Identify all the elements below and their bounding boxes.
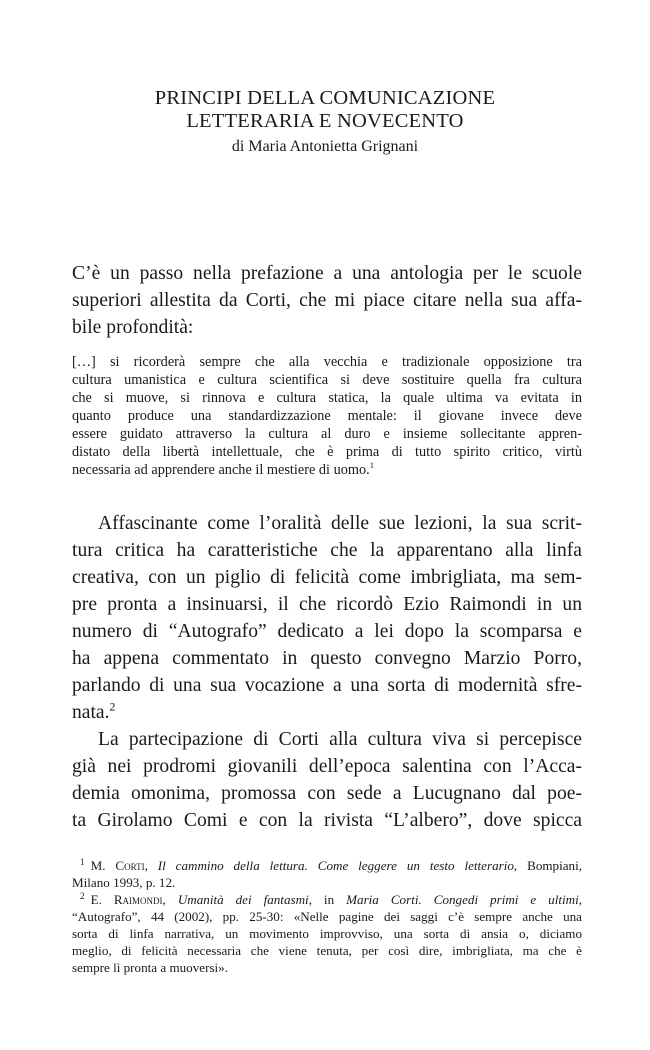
author-line: di Maria Antonietta Grignani <box>231 138 419 155</box>
body-line: ta Girolamo Comi e con la rivista “L’albero”, dove spicca <box>72 810 582 831</box>
footnote-line: “Autografo”, 44 (2002), pp. 25-30: «Nelle pagine dei saggi c’è sempre anche una <box>72 909 582 924</box>
quote-line <box>72 462 582 479</box>
quote-line: che si muove, si rinnova e cultura statica, la quale ultima va evitata in <box>72 390 582 406</box>
body-line: già nei prodromi giovanili dell’epoca salentina con l’Acca- <box>72 756 582 777</box>
footnote-book: Maria Corti. Congedi primi e ultimi <box>346 892 579 907</box>
footnote-2 <box>80 892 582 908</box>
quote-line: […] si ricorderà sempre che alla vecchia e tradizionale opposizione tra <box>72 354 582 370</box>
body-line: bile profondità: <box>72 317 194 338</box>
body-line: parlando di una sua vocazione a una sorta di modernità sfre- <box>72 675 582 696</box>
footnote-line: meglio, di felicità necessaria che viene tenuta, per così dire, imbrigliata, ma che è <box>72 943 582 958</box>
quote-line: cultura umanistica e cultura scientifica si deve sostituire quella fra cultura <box>72 372 582 388</box>
body-line: tura critica ha caratteristiche che la apparentano alla linfa <box>72 540 582 561</box>
body-line: numero di “Autografo” dedicato a lei dopo la scomparsa e <box>72 621 582 642</box>
body-line <box>72 701 582 725</box>
body-line: ha appena commentato in questo convegno Marzio Porro, <box>72 648 582 669</box>
footnote-text: , Bompiani, <box>513 858 583 873</box>
title-line-2: LETTERARIA E NOVECENTO <box>186 110 464 132</box>
quote-line: distato della libertà intellettuale, che è prima di tutto spirito critico, virtù <box>72 444 582 460</box>
title-line-1: PRINCIPI DELLA COMUNICAZIONE <box>154 87 496 109</box>
footnote-title: Umanità dei fantasmi <box>177 892 309 907</box>
footnote-author: M. Corti, <box>90 858 148 873</box>
footnote-number: 1 <box>80 856 85 867</box>
quote-line: quanto produce una standardizzazione mentale: il giovane invece deve <box>72 408 582 424</box>
body-line: C’è un passo nella prefazione a una antologia per le scuole <box>72 263 582 284</box>
body-line: La partecipazione di Corti alla cultura viva si percepisce <box>98 729 582 750</box>
footnote-line: sorta di linfa narrativa, un movimento improvviso, una sorta di ansia o, diciamo <box>72 926 582 941</box>
footnote-ref-2[interactable]: 2 <box>109 700 116 714</box>
footnote-line: Milano 1993, p. 12. <box>72 875 176 890</box>
quote-text: necessaria ad apprendere anche il mestiere di uomo. <box>72 462 370 478</box>
body-line: creativa, con un piglio di felicità come imbrigliata, ma sem- <box>72 567 582 588</box>
footnote-text: , in <box>308 892 335 907</box>
body-line: Affascinante come l’oralità delle sue lezioni, la sua scrit- <box>98 513 582 534</box>
footnote-ref-1[interactable]: 1 <box>369 460 375 471</box>
footnote-line: sempre lì pronta a muoversi». <box>72 960 228 975</box>
footnote-author: E. Raimondi, <box>90 892 166 907</box>
footnote-title: Il cammino della lettura. Come leggere un testo letterario <box>157 858 514 873</box>
quote-line: essere guidato attraverso la cultura al duro e insieme sollecitante appren- <box>72 426 582 442</box>
footnote-1 <box>80 858 582 874</box>
body-line: demia omonima, promossa con sede a Lucugnano dal poe- <box>72 783 582 804</box>
footnote-text: , <box>578 892 583 907</box>
body-text: nata. <box>72 702 110 723</box>
footnote-number: 2 <box>80 890 85 901</box>
body-line: superiori allestita da Corti, che mi piace citare nella sua affa- <box>72 290 582 311</box>
body-line: pre pronta a insinuarsi, il che ricordò Ezio Raimondi in un <box>72 594 582 615</box>
